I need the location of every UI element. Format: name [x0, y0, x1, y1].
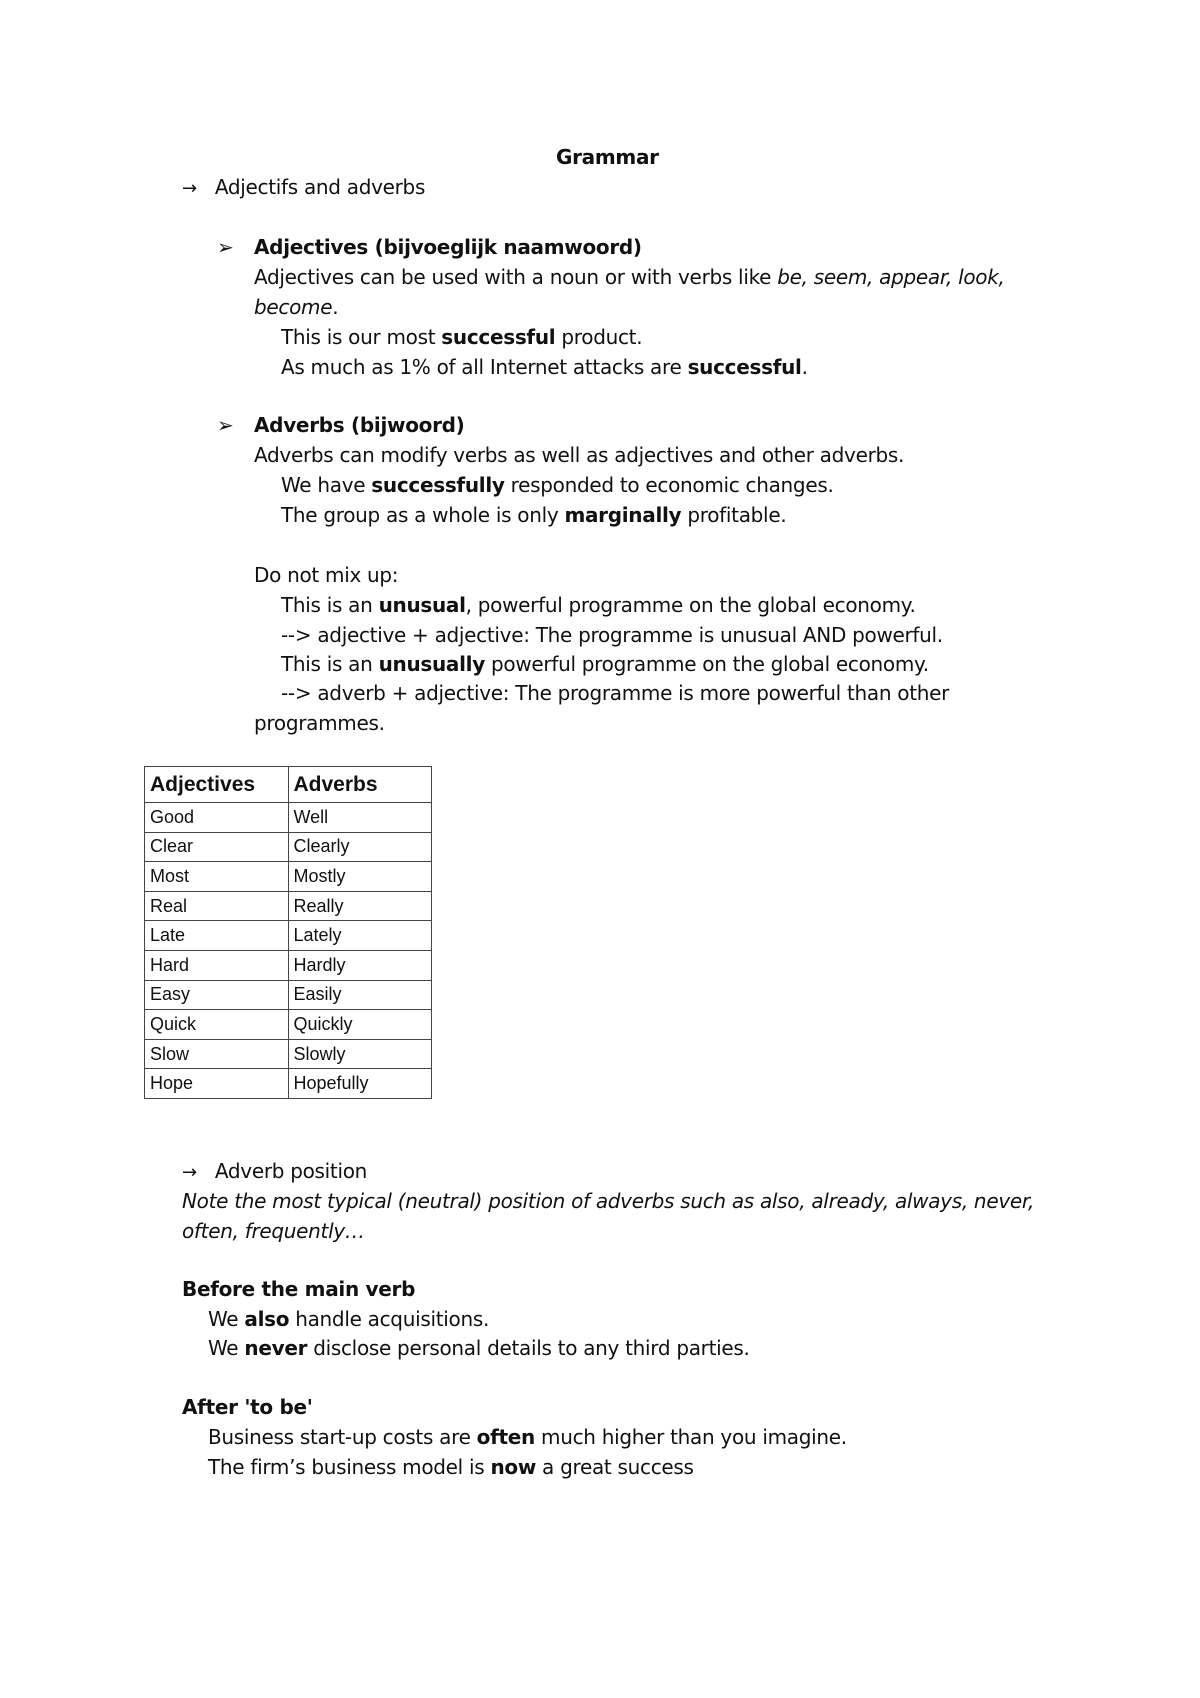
text-run-bold: also: [244, 1307, 290, 1331]
table-row: [145, 803, 432, 833]
table-cell: Slowly: [288, 1039, 432, 1069]
mixup-line-4: --> adverb + adjective: The programme is more powerful than other: [281, 681, 950, 705]
table-cell: Clearly: [288, 832, 432, 862]
table-cell: Hardly: [288, 950, 432, 980]
text-run: .: [332, 295, 339, 319]
text-run: We: [208, 1307, 245, 1331]
table-cell: Hard: [145, 950, 289, 980]
text-run: powerful programme on the global economy.: [484, 652, 929, 676]
text-run: profitable.: [681, 503, 787, 527]
text-run-bold: successful: [687, 355, 802, 379]
text-run-bold: never: [244, 1336, 308, 1360]
section-heading-adjectifs: [182, 174, 425, 202]
table-cell: Lately: [288, 921, 432, 951]
text-run: We: [208, 1336, 245, 1360]
after-example-1: [208, 1424, 847, 1450]
table-cell: Hope: [145, 1069, 289, 1099]
text-run-italic: become: [254, 295, 333, 319]
section-heading-text: Adjectifs and adverbs: [214, 175, 426, 199]
arrow-right-icon: →: [182, 1162, 197, 1183]
table-header-row: [145, 767, 432, 803]
before-main-verb-heading: Before the main verb: [182, 1277, 416, 1301]
adverb-example-1: [281, 472, 834, 498]
text-run: handle acquisitions.: [289, 1307, 489, 1331]
text-run-bold: marginally: [564, 503, 682, 527]
table-cell: Easy: [145, 980, 289, 1010]
table-row: [145, 980, 432, 1010]
page-title: Grammar: [556, 145, 659, 169]
after-example-2: [208, 1454, 694, 1480]
adjective-adverb-table: [144, 766, 432, 1099]
table-row: [145, 832, 432, 862]
adverbs-description: Adverbs can modify verbs as well as adjectives and other adverbs.: [254, 443, 905, 467]
arrowhead-bullet-icon: ➢: [217, 235, 234, 259]
text-run: disclose personal details to any third parties.: [307, 1336, 750, 1360]
text-run: This is our most: [281, 325, 442, 349]
table-header-cell: Adverbs: [288, 767, 432, 803]
text-run: , powerful programme on the global economy.: [465, 593, 916, 617]
table-cell: Really: [288, 891, 432, 921]
table-header-cell: Adjectives: [145, 767, 289, 803]
text-run-bold: successful: [441, 325, 556, 349]
adjectives-heading: Adjectives (bijvoeglijk naamwoord): [254, 235, 642, 259]
text-run-italic: be, seem, appear, look,: [777, 265, 1005, 289]
before-example-1: [208, 1306, 489, 1332]
position-note-line-1: Note the most typical (neutral) position of adverbs such as also, already, always, never,: [182, 1189, 1035, 1213]
text-run: Adjectives can be used with a noun or with verbs like: [254, 265, 778, 289]
table-cell: Slow: [145, 1039, 289, 1069]
text-run: The group as a whole is only: [281, 503, 565, 527]
adverb-example-2: [281, 502, 786, 528]
table-cell: Quickly: [288, 1010, 432, 1040]
text-run: As much as 1% of all Internet attacks are: [281, 355, 688, 379]
adjectives-description-cont: [254, 294, 338, 320]
text-run-bold: now: [490, 1455, 536, 1479]
table-cell: Easily: [288, 980, 432, 1010]
adjectives-description: [254, 264, 1005, 290]
adjective-example-2: [281, 354, 808, 380]
text-run: Business start-up costs are: [208, 1425, 477, 1449]
arrowhead-bullet-icon: ➢: [217, 413, 234, 437]
section-heading-text: Adverb position: [214, 1159, 368, 1183]
text-run-bold: often: [476, 1425, 535, 1449]
text-run-bold: unusually: [378, 652, 485, 676]
table-cell: Most: [145, 862, 289, 892]
table-cell: Late: [145, 921, 289, 951]
text-run: responded to economic changes.: [504, 473, 834, 497]
adjective-example-1: [281, 324, 642, 350]
text-run: This is an: [281, 593, 379, 617]
text-run: a great success: [536, 1455, 694, 1479]
after-to-be-heading: After 'to be': [182, 1395, 313, 1419]
text-run: product.: [555, 325, 643, 349]
text-run: This is an: [281, 652, 379, 676]
table-row: [145, 1069, 432, 1099]
table-cell: Well: [288, 803, 432, 833]
mixup-heading: Do not mix up:: [254, 563, 399, 587]
text-run: .: [801, 355, 808, 379]
table-row: [145, 1010, 432, 1040]
table-cell: Hopefully: [288, 1069, 432, 1099]
arrow-right-icon: →: [182, 178, 197, 199]
table-cell: Good: [145, 803, 289, 833]
table-row: [145, 862, 432, 892]
table-cell: Mostly: [288, 862, 432, 892]
mixup-line-3: [281, 651, 929, 677]
table-cell: Real: [145, 891, 289, 921]
text-run-bold: successfully: [371, 473, 505, 497]
table-cell: Clear: [145, 832, 289, 862]
mixup-line-2: --> adjective + adjective: The programme is unusual AND powerful.: [281, 623, 943, 647]
table-row: [145, 1039, 432, 1069]
before-example-2: [208, 1335, 750, 1361]
mixup-line-5: programmes.: [254, 711, 385, 735]
table-row: [145, 921, 432, 951]
text-run: We have: [281, 473, 372, 497]
table-row: [145, 891, 432, 921]
section-heading-adverb-position: [182, 1158, 367, 1186]
text-run: The firm’s business model is: [208, 1455, 491, 1479]
text-run: much higher than you imagine.: [534, 1425, 847, 1449]
table-row: [145, 950, 432, 980]
text-run-bold: unusual: [378, 593, 466, 617]
adverbs-heading: Adverbs (bijwoord): [254, 413, 465, 437]
table-cell: Quick: [145, 1010, 289, 1040]
position-note-line-2: often, frequently…: [182, 1219, 365, 1243]
mixup-line-1: [281, 592, 916, 618]
